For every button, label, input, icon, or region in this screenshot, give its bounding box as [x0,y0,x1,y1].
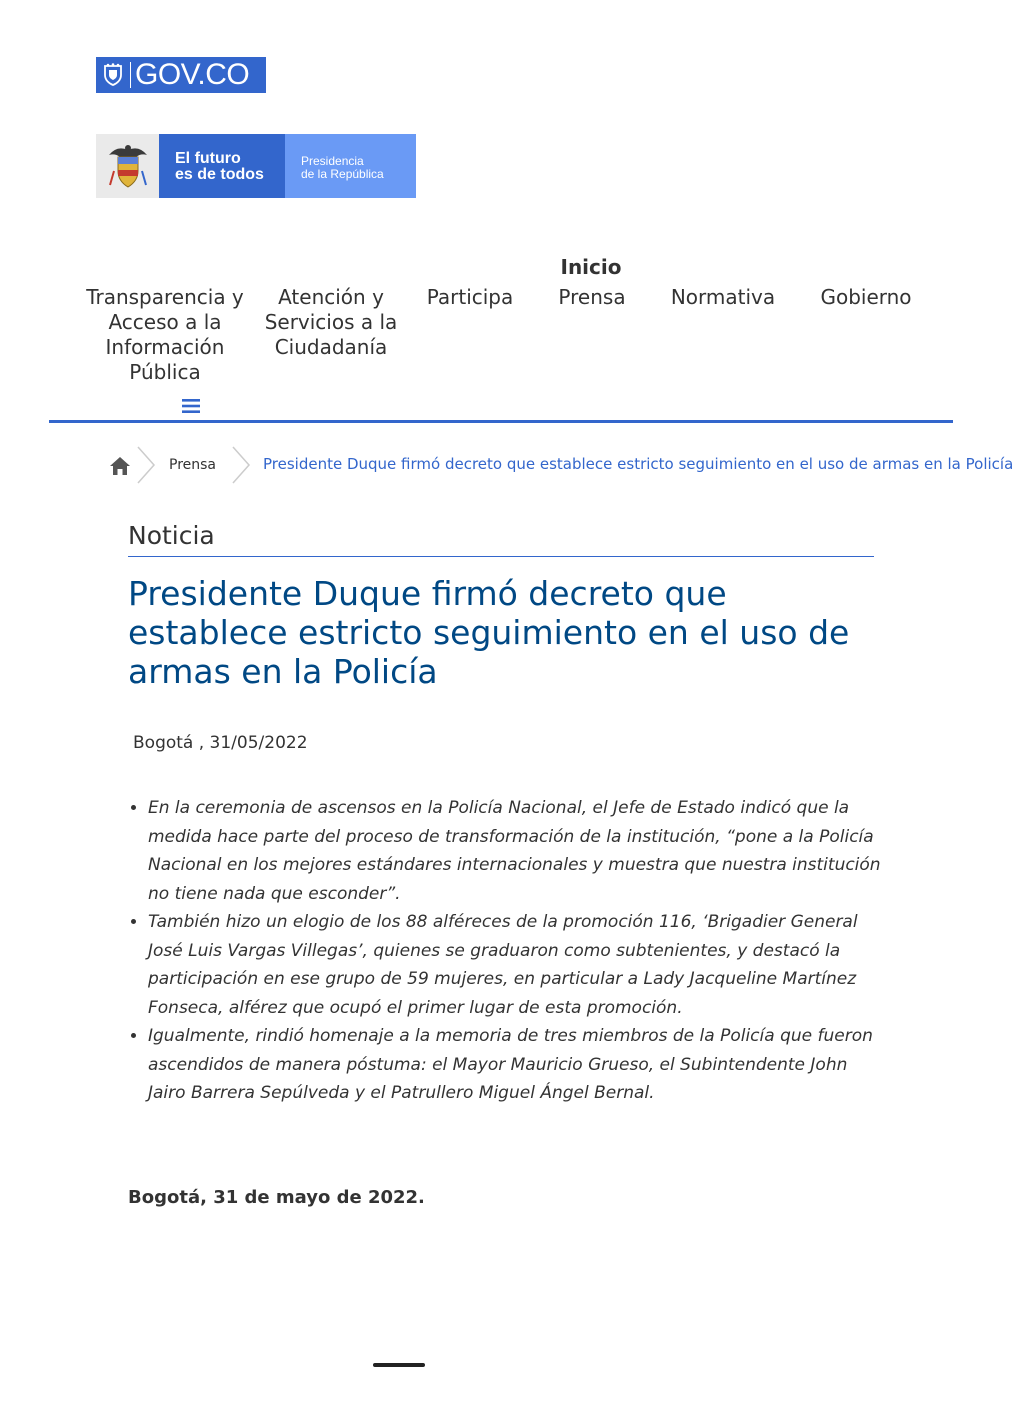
nav-item-atencion[interactable]: Atención y Servicios a la Ciudadanía [264,285,398,359]
banner-entity-line1: Presidencia [301,154,364,168]
govco-separator [130,62,131,88]
banner-slogan-line1: El futuro [175,150,241,167]
section-label: Noticia [128,521,215,550]
govco-logo[interactable] [96,57,266,93]
page-bottom-bar [373,1363,425,1367]
colombia-shield-icon [100,61,126,89]
nav-item-prensa[interactable]: Prensa [558,285,626,309]
chevron-right-icon [231,445,251,485]
breadcrumb-prensa-link[interactable]: Prensa [169,457,217,473]
nav-item-participa[interactable]: Participa [426,285,514,309]
presidencia-banner[interactable] [96,134,416,198]
banner-slogan [159,134,285,198]
list-item: • Igualmente, rindió homenaje a la memoria de tres miembros de la Policía que fueron ascendidos de manera póstuma: el Mayor Mauricio Grueso, el Subintendente John Jairo Barrera Sepúlveda y el Patrullero Miguel Ángel Bernal. [148,1022,888,1108]
govco-label: GOV.CO [135,58,250,91]
hamburger-menu-icon[interactable] [176,396,206,416]
banner-slogan-line2: es de todos [175,166,264,183]
nav-item-gobierno[interactable]: Gobierno [820,285,912,309]
breadcrumb-current-page[interactable]: Presidente Duque firmó decreto que establece estricto seguimiento en el uso de armas en la Policía [263,455,1013,473]
chevron-right-icon [136,445,156,485]
banner-entity [285,134,416,198]
nav-item-transparencia[interactable]: Transparencia y Acceso a la Información Pública [86,285,244,384]
article-highlights [128,794,888,1108]
list-item: • En la ceremonia de ascensos en la Policía Nacional, el Jefe de Estado indicó que la medida hace parte del proceso de transformación de la institución, “pone a la Policía Nacional en los mejores estándares internacionales y muestra que nuestra institución no tiene nada que esconder”. [148,794,888,908]
article-dateline: Bogotá , 31/05/2022 [133,733,308,753]
list-item: • También hizo un elogio de los 88 alféreces de la promoción 116, ‘Brigadier General José Luis Vargas Villegas’, quienes se graduaron como subtenientes, y destacó la participación en ese grupo de 59 mujeres, en particular a Lady Jacqueline Martínez Fonseca, alférez que ocupó el primer lugar de esta promoción. [148,908,888,1022]
nav-divider [49,420,953,423]
home-icon[interactable] [108,455,132,477]
banner-entity-line2: de la República [301,167,384,181]
article-title: Presidente Duque firmó decreto que establece estricto seguimiento en el uso de armas en la Policía [128,574,850,691]
nav-item-normativa[interactable]: Normativa [670,285,776,309]
nav-item-inicio[interactable]: Inicio [560,255,622,279]
article-signoff: Bogotá, 31 de mayo de 2022. [128,1187,425,1208]
section-divider [128,556,874,557]
coat-of-arms-icon [96,134,159,198]
